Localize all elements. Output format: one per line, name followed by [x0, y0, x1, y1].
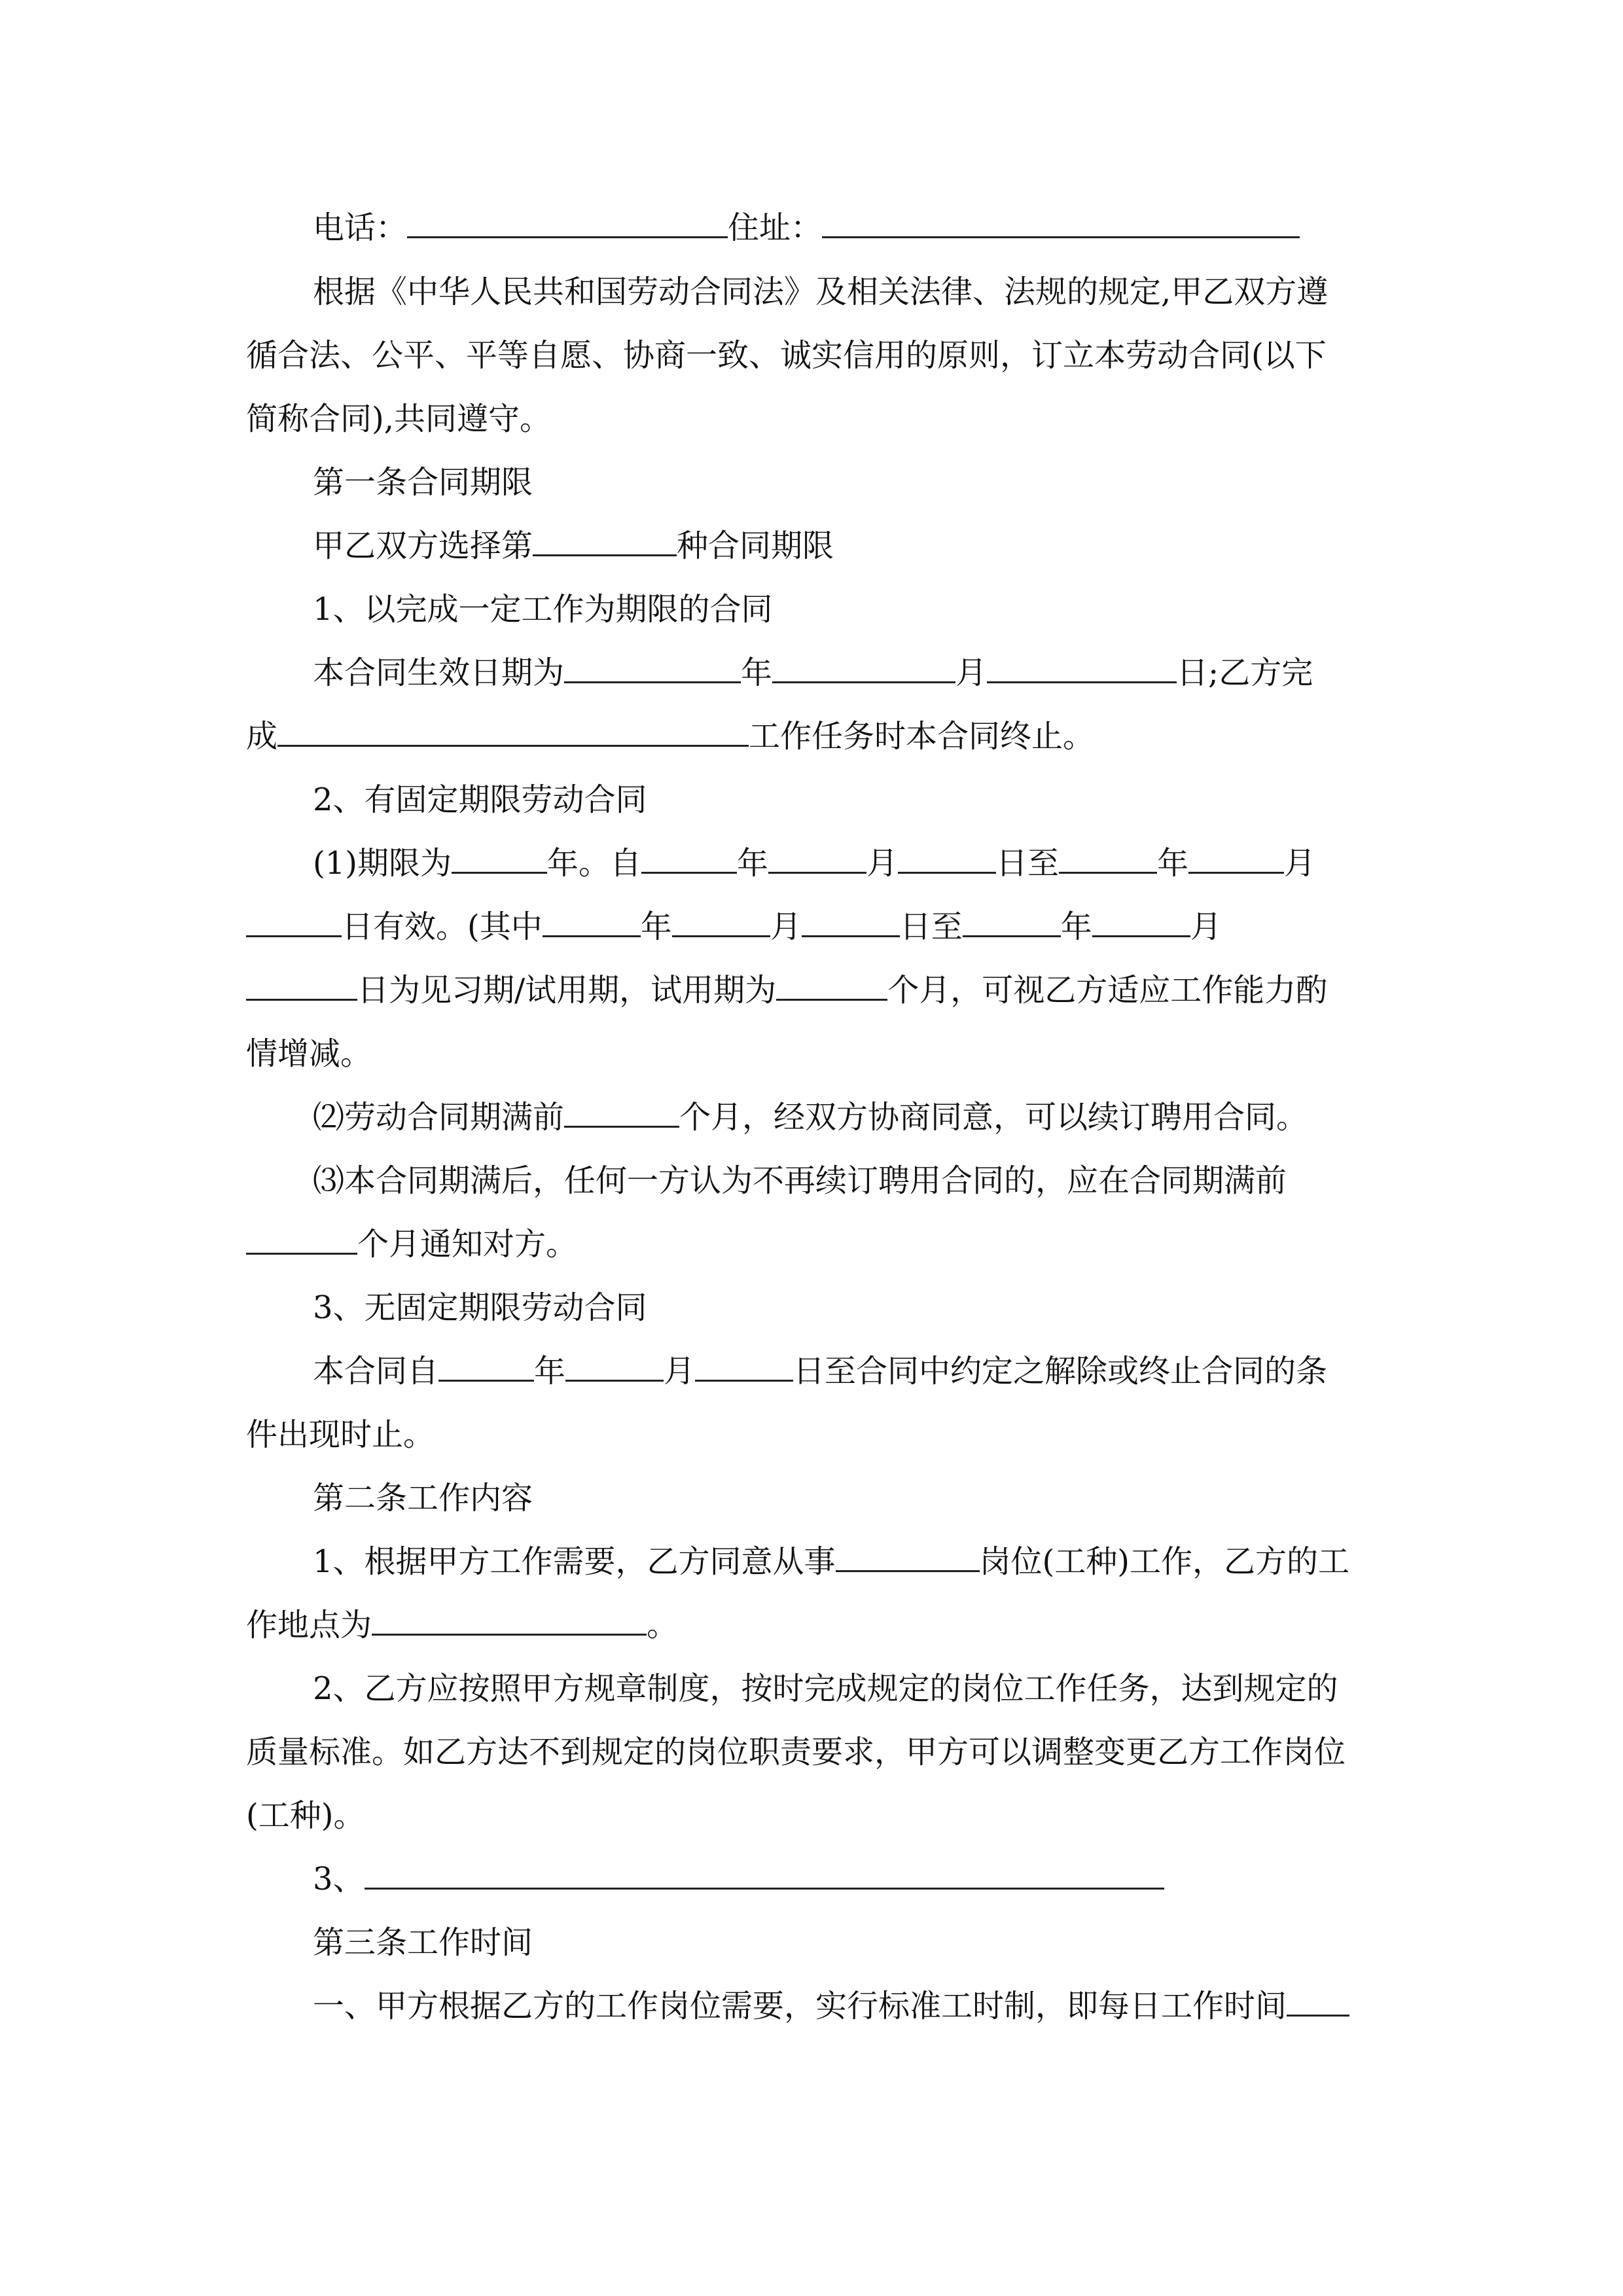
to-month-label: 月	[1284, 845, 1316, 882]
open-ended-line-2: 件出现时止。	[246, 1416, 435, 1453]
probation-from-day-blank	[802, 908, 900, 937]
open-year-blank	[438, 1352, 534, 1382]
article-2-title: 第二条工作内容	[313, 1480, 533, 1516]
duty-line-1: 2、乙方应按照甲方规章制度，按时完成规定的岗位工作任务，达到规定的	[313, 1670, 1338, 1707]
choose-suffix: 种合同期限	[677, 528, 834, 564]
intro-line-3: 简称合同),共同遵守。	[246, 401, 551, 437]
contact-line	[313, 208, 1300, 247]
effective-year-blank	[564, 654, 741, 683]
item-3-prefix: 3、	[313, 1861, 365, 1897]
post-line-1	[313, 1542, 1349, 1581]
article-1-title: 第一条合同期限	[313, 464, 533, 501]
open-year-label: 年	[534, 1353, 566, 1390]
duty-line-3: (工种)。	[246, 1797, 365, 1834]
valid-label: 日有效。(其中	[342, 908, 543, 945]
place-prefix: 作地点为	[246, 1607, 372, 1643]
item-3-line	[313, 1859, 1164, 1899]
work-time-line	[313, 1986, 1349, 2026]
open-month-label: 月	[664, 1353, 696, 1390]
item-2-heading: 2、有固定期限劳动合同	[313, 781, 647, 818]
phone-blank	[407, 209, 728, 238]
notice-line-1: ⑶本合同期满后，任何一方认为不再续订聘用合同的，应在合同期满前	[313, 1162, 1287, 1199]
from-month-blank	[768, 844, 866, 874]
term-line-4: 情增减。	[246, 1035, 372, 1072]
notice-months-blank	[246, 1225, 357, 1255]
choose-prefix: 甲乙双方选择第	[313, 528, 533, 564]
open-ended-line-1	[313, 1352, 1327, 1391]
from-month-label: 月	[866, 845, 899, 882]
from-year-label: 年	[737, 845, 769, 882]
to-day-blank	[246, 908, 342, 937]
effective-month-label: 月	[955, 655, 988, 691]
notice-suffix: 个月通知对方。	[357, 1226, 578, 1263]
post-suffix: 岗位(工种)工作，乙方的工	[979, 1543, 1350, 1580]
probation-from-month-label: 月	[770, 908, 802, 945]
effective-prefix: 本合同生效日期为	[313, 655, 565, 691]
probation-from-year-blank	[543, 908, 641, 937]
probation-to-year-label: 年	[1060, 908, 1092, 945]
probation-suffix: 个月，可视乙方适应工作能力酌	[887, 972, 1328, 1009]
notice-line-2	[246, 1225, 577, 1264]
post-blank	[836, 1543, 980, 1572]
open-from-prefix: 本合同自	[313, 1353, 439, 1390]
term-years-blank	[452, 844, 547, 874]
probation-prefix: 日为见习期/试用期，试用期为	[357, 972, 777, 1009]
term-prefix: (1)期限为	[313, 845, 452, 882]
complete-suffix: 工作任务时本合同终止。	[749, 718, 1095, 755]
to-year-label: 年	[1157, 845, 1189, 882]
intro-line-2: 循合法、公平、平等自愿、协商一致、诚实信用的原则，订立本劳动合同(以下	[246, 337, 1327, 374]
place-suffix: 。	[647, 1607, 679, 1643]
intro-line-1: 根据《中华人民共和国劳动合同法》及相关法律、法规的规定,甲乙双方遵	[313, 274, 1329, 310]
open-day-blank	[695, 1352, 793, 1382]
item-1-heading: 1、以完成一定工作为期限的合同	[313, 591, 773, 628]
effective-day-blank	[987, 654, 1177, 683]
post-line-2	[246, 1605, 678, 1645]
article-1-choose-line	[313, 526, 834, 565]
choose-blank	[533, 527, 677, 556]
probation-from-year-label: 年	[640, 908, 672, 945]
probation-day-to-label: 日至	[899, 908, 963, 945]
probation-from-month-blank	[672, 908, 770, 937]
to-year-blank	[1059, 844, 1157, 874]
effective-year-label: 年	[741, 655, 773, 691]
open-month-blank	[565, 1352, 664, 1382]
from-day-to-label: 日至	[996, 845, 1060, 882]
address-label: 住址：	[728, 209, 823, 246]
post-prefix: 1、根据甲方工作需要，乙方同意从事	[313, 1543, 836, 1580]
renewal-prefix: ⑵劳动合同期满前	[313, 1099, 565, 1136]
from-day-blank	[898, 844, 996, 874]
complete-prefix: 成	[246, 718, 278, 755]
renewal-months-blank	[564, 1098, 679, 1128]
complete-blank	[277, 717, 749, 747]
term-line-3	[246, 971, 1327, 1010]
item-3-blank	[365, 1860, 1164, 1890]
article-3-title: 第三条工作时间	[313, 1924, 533, 1961]
work-time-prefix: 一、甲方根据乙方的工作岗位需要，实行标准工时制，即每日工作时间	[313, 1988, 1287, 2024]
work-time-blank	[1287, 1987, 1349, 2017]
renewal-suffix: 个月，经双方协商同意，可以续订聘用合同。	[679, 1099, 1308, 1136]
effective-date-line	[313, 653, 1313, 692]
duty-line-2: 质量标准。如乙方达不到规定的岗位职责要求，甲方可以调整变更乙方工作岗位	[246, 1734, 1346, 1770]
renewal-line	[313, 1098, 1308, 1137]
probation-months-blank	[776, 971, 887, 1001]
probation-to-month-label: 月	[1190, 908, 1222, 945]
to-month-blank	[1188, 844, 1284, 874]
probation-to-year-blank	[963, 908, 1061, 937]
place-blank	[372, 1606, 647, 1636]
open-until-label: 日至合同中约定之解除或终止合同的条	[793, 1353, 1328, 1390]
complete-line	[246, 717, 1094, 756]
from-year-blank	[641, 844, 737, 874]
effective-day-label: 日;乙方完	[1177, 655, 1313, 691]
term-year-dot: 年。自	[547, 845, 642, 882]
term-line-1	[313, 844, 1315, 883]
term-line-2	[246, 907, 1222, 946]
phone-label: 电话：	[313, 209, 408, 246]
effective-month-blank	[772, 654, 955, 683]
probation-to-day-blank	[246, 971, 357, 1001]
item-3-heading: 3、无固定期限劳动合同	[313, 1289, 647, 1326]
address-blank	[822, 209, 1300, 238]
probation-to-month-blank	[1092, 908, 1190, 937]
